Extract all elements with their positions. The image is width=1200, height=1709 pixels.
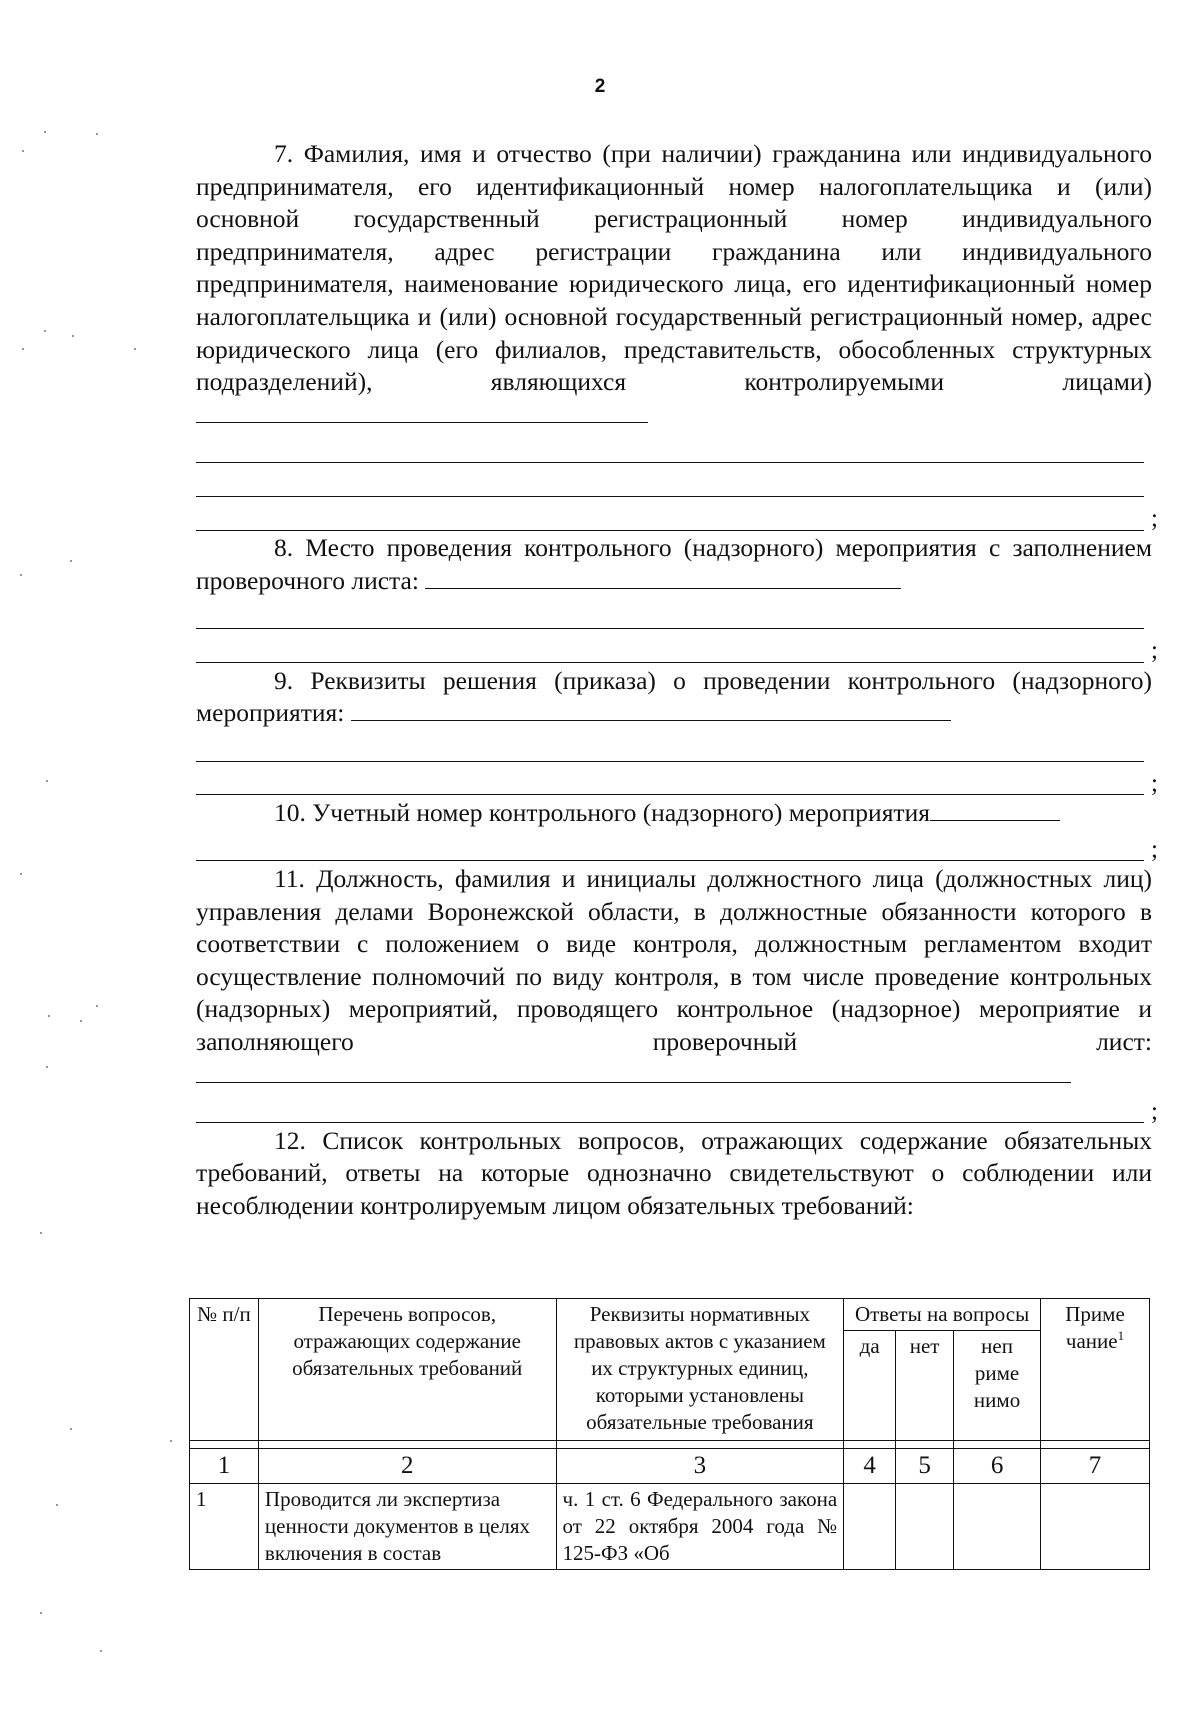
row-question: Проводится ли экспертиза ценности документов в целях включения в состав — [258, 1484, 556, 1570]
section-12-text: 12. Список контрольных вопросов, отражающих содержание обязательных требований, ответы на которые однозначно свидетельствуют о соблюдении или несоблюдении контролируемым лицом обязательных требований: — [196, 1125, 1152, 1220]
page-number: 2 — [594, 76, 606, 97]
body-text — [196, 138, 1152, 1223]
section-8-fill-line — [425, 566, 901, 589]
header-requisites: Реквизиты нормативных правовых актов с указанием их структурных единиц, которыми установлены обязательные требования — [556, 1299, 844, 1441]
header-note-footnote: 1 — [1117, 1328, 1125, 1343]
header-note-text: Приме чание — [1065, 1302, 1125, 1353]
section-7-fill-line — [196, 400, 648, 423]
row-answer-yes — [844, 1484, 896, 1570]
section-8-text: 8. Место проведения контрольного (надзорного) мероприятия с заполнением проверочного листа: — [196, 533, 1152, 595]
checklist-table — [189, 1298, 1150, 1570]
header-na: неп риме нимо — [954, 1331, 1041, 1441]
section-10-blank-line-1 — [196, 829, 1144, 861]
row-requisites: ч. 1 ст. 6 Федерального закона от 22 октября 2004 года № 125-ФЗ «Об — [556, 1484, 844, 1570]
section-7-blank-line-2 — [196, 465, 1144, 497]
table-row — [190, 1484, 1150, 1570]
section-9-text: 9. Реквизиты решения (приказа) о проведении контрольного (надзорного) мероприятия: — [196, 665, 1152, 728]
section-7-blank-line-1 — [196, 431, 1144, 463]
row-note — [1041, 1484, 1150, 1570]
header-questions: Перечень вопросов, отражающих содержание обязательных требований — [258, 1299, 556, 1441]
section-10 — [196, 797, 1152, 830]
column-number: 1 — [190, 1449, 259, 1484]
section-12 — [196, 1125, 1152, 1223]
table-header-row — [190, 1299, 1150, 1331]
section-11-blank-line-1 — [196, 1091, 1144, 1123]
section-7 — [196, 138, 1152, 431]
header-num: № п/п — [190, 1299, 259, 1441]
section-9 — [196, 665, 1152, 730]
row-answer-no — [896, 1484, 954, 1570]
header-answers: Ответы на вопросы — [844, 1299, 1041, 1331]
section-11 — [196, 863, 1152, 1091]
column-number: 2 — [258, 1449, 556, 1484]
section-7-blank-line-3 — [196, 499, 1144, 531]
header-note — [1041, 1299, 1150, 1441]
column-number: 3 — [556, 1449, 844, 1484]
section-9-blank-line-2 — [196, 763, 1144, 795]
section-7-text: 7. Фамилия, имя и отчество (при наличии) гражданина или индивидуального предпринимателя, его идентификационный номер налогоплательщика и (или) основной государственный регистрационный номер индивидуального предпринимателя, адрес регистрации гражданина или индивидуального предпринимателя, наименование юридического лица, его идентификационный номер налогоплательщика и (или) основной государственный регистрационный номер, адрес юридического лица (его филиалов, представительств, обособленных структурных подразделений), являющихся контролируемыми лицами) — [196, 139, 1152, 397]
section-8-blank-line-1 — [196, 597, 1144, 629]
section-10-text: 10. Учетный номер контрольного (надзорного) мероприятия — [274, 797, 930, 827]
section-8 — [196, 532, 1152, 597]
header-no: нет — [896, 1331, 954, 1441]
section-11-fill-line — [196, 1060, 1071, 1083]
section-10-fill-line — [930, 798, 1060, 821]
row-answer-na — [954, 1484, 1041, 1570]
column-number: 5 — [896, 1449, 954, 1484]
section-9-blank-line-1 — [196, 730, 1144, 762]
section-8-blank-line-2 — [196, 631, 1144, 663]
column-number: 4 — [844, 1449, 896, 1484]
column-number-row — [190, 1449, 1150, 1484]
row-num: 1 — [190, 1484, 259, 1570]
column-number: 7 — [1041, 1449, 1150, 1484]
column-number: 6 — [954, 1449, 1041, 1484]
header-yes: да — [844, 1331, 896, 1441]
table-divider-row — [190, 1441, 1150, 1449]
section-11-text: 11. Должность, фамилия и инициалы должностного лица (должностных лиц) управления делами Воронежской области, в должностные обязанности которого в соответствии с положением о виде контроля, должностным регламентом входит осуществление полномочий по виду контроля, в том числе проведение контрольных (надзорных) мероприятий, проводящего контрольное (надзорное) мероприятие и заполняющего проверочный лист: — [196, 864, 1152, 1057]
section-9-fill-line — [351, 698, 951, 721]
